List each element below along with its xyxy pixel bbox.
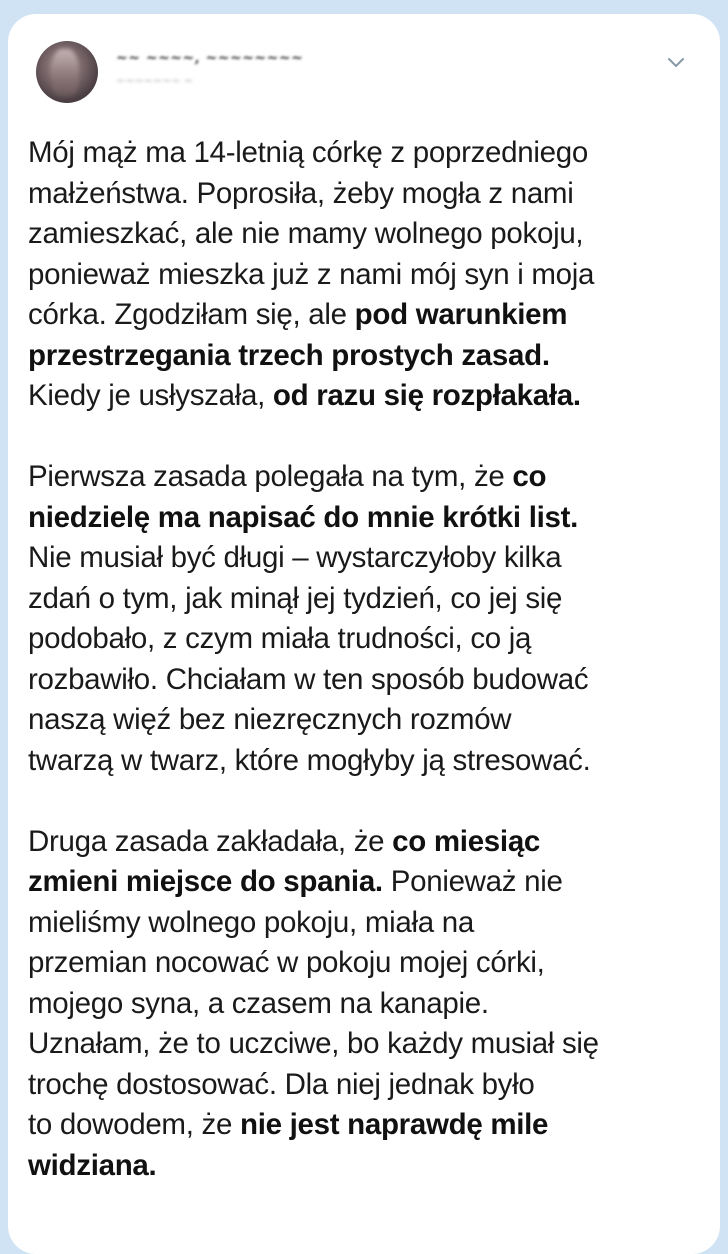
author-name[interactable]: ~~ ~~~~, ~~~~~~~~ — [116, 50, 304, 66]
text-segment: zamieszkać, ale nie mamy wolnego pokoju, — [28, 217, 584, 250]
bold-text: niedzielę ma napisać do mnie krótki list. — [28, 500, 579, 534]
text-segment: trochę dostosować. Dla niej jednak było — [28, 1067, 535, 1101]
tweet-paragraph — [28, 457, 708, 781]
text-segment: Mój mąż ma 14-letnią córkę z poprzedniego — [28, 136, 588, 169]
text-segment: Druga zasada zakładała, że — [28, 824, 393, 858]
bold-text: co miesiąc — [392, 824, 541, 858]
text-segment: naszą więź bez niezręcznych rozmów — [28, 703, 512, 736]
text-segment: mieliśmy wolnego pokoju, miała na — [28, 905, 474, 939]
bold-text: pod warunkiem — [354, 298, 568, 331]
text-segment: Pierwsza zasada polegała na tym, że — [28, 460, 513, 493]
tweet-paragraph — [28, 133, 708, 417]
bold-text: przestrzegania trzech prostych zasad. — [28, 338, 550, 372]
text-segment: przemian nocować w pokoju mojej córki, — [28, 946, 545, 979]
bold-text: widziana. — [28, 1148, 157, 1182]
text-segment: podobało, z czym miała trudności, co ją — [28, 622, 532, 655]
text-segment: to dowodem, że — [28, 1108, 240, 1141]
chevron-down-icon[interactable] — [664, 50, 688, 74]
bold-text: zmieni miejsce do spania. — [28, 865, 383, 898]
author-handle: ~~~~~~~ ~ — [116, 74, 194, 87]
bold-text: od razu się rozpłakała. — [272, 379, 581, 412]
text-segment: córka. Zgodziłam się, ale — [28, 298, 355, 331]
bold-text: co — [512, 460, 547, 493]
tweet-card — [8, 14, 720, 1254]
text-segment: Nie musiał być długi – wystarczyłoby kilka — [28, 541, 562, 574]
text-segment: mojego syna, a czasem na kanapie. — [28, 986, 489, 1020]
avatar-image — [52, 49, 78, 95]
text-segment: rozbawiło. Chciałam w ten sposób budować — [28, 662, 589, 696]
avatar[interactable] — [36, 41, 98, 103]
tweet-text — [28, 133, 708, 1227]
author-block — [116, 50, 303, 87]
text-segment: Uznałam, że to uczciwe, bo każdy musiał się — [28, 1027, 599, 1060]
text-segment: Kiedy je usłyszała, — [28, 379, 273, 412]
text-segment: twarzą w twarz, które mogłyby ją stresować. — [28, 743, 591, 777]
text-segment: ponieważ mieszka już z nami mój syn i moja — [28, 257, 595, 291]
tweet-paragraph — [28, 822, 708, 1187]
text-segment: Ponieważ nie — [382, 865, 563, 898]
bold-text: nie jest naprawdę mile — [239, 1108, 549, 1141]
text-segment: zdań o tym, jak minął jej tydzień, co jej się — [28, 581, 563, 615]
text-segment: małżeństwa. Poprosiła, żeby mogła z nami — [28, 176, 574, 210]
